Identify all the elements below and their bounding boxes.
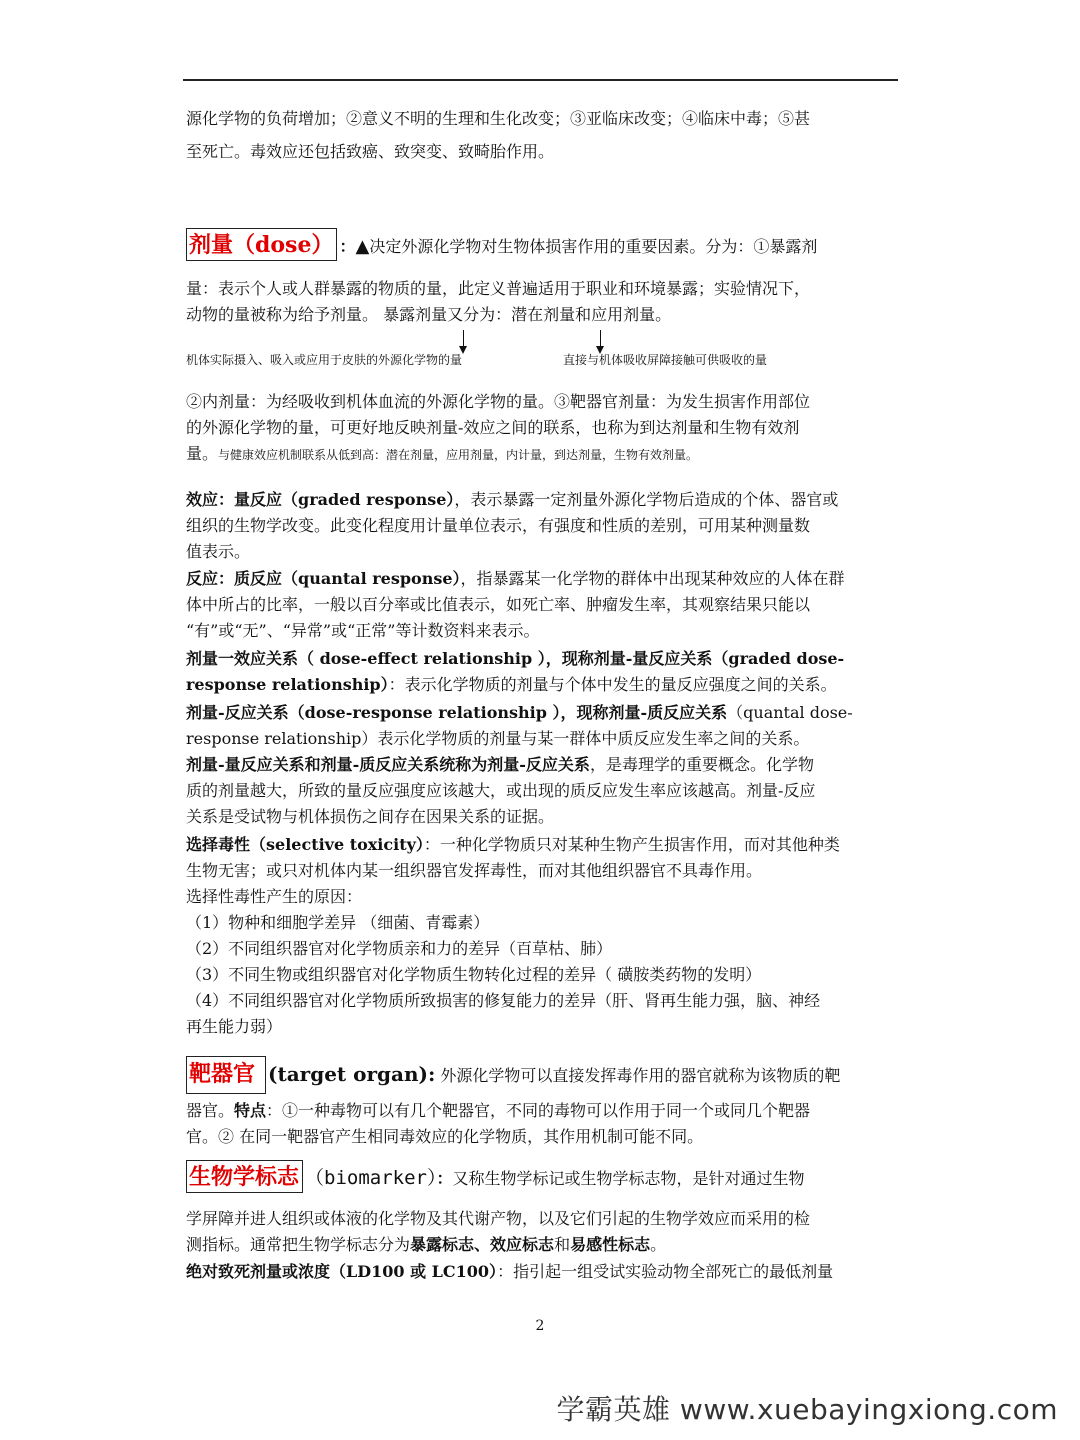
selective-line-3: 选择性毒性产生的原因： <box>186 887 363 906</box>
note-applied-dose: 直接与机体吸收屏障接触可供吸收的量 <box>563 353 768 367</box>
intro-paragraph <box>186 106 898 165</box>
dose-line-4: ②内剂量：为经吸收到机体血流的外源化学物的量。③靶器官剂量：为发生损害作用部位 <box>186 392 811 411</box>
response-line-2: 体中所占的比率，一般以百分率或比值表示，如死亡率、肿瘤发生率，其观察结果只能以 <box>186 595 811 614</box>
selective-term: 选择毒性（selective toxicity） <box>186 835 424 854</box>
effect-section <box>186 487 898 565</box>
dose-effect-term-2: response relationship） <box>186 675 389 694</box>
response-term: 反应：质反应（quantal response） <box>186 569 461 588</box>
dose-response-rest-1: （quantal dose- <box>727 703 853 722</box>
lethal-rest: ：指引起一组受试实验动物全部死亡的最低剂量 <box>497 1262 834 1281</box>
biomarker-line-3-d: 效应标志 <box>490 1235 555 1254</box>
effect-line-3: 值表示。 <box>186 542 251 561</box>
triangle-icon: ▲ <box>355 236 370 257</box>
dose-body <box>186 276 898 328</box>
lethal-section <box>186 1259 898 1285</box>
dose-section <box>186 228 898 263</box>
effect-rest-1: ，表示暴露一定剂量外源化学物后造成的个体、器官或 <box>454 490 839 509</box>
response-section <box>186 566 898 644</box>
response-line-3: “有”或“无”、“异常”或“正常”等计数资料来表示。 <box>186 621 540 640</box>
dose-term: 剂量（dose） <box>186 228 337 261</box>
target-line-2-b: 特点 <box>234 1101 267 1120</box>
target-rest-1: 外源化学物可以直接发挥毒作用的器官就称为该物质的靶 <box>435 1066 841 1085</box>
note-potential-dose: 机体实际摄入、吸入或应用于皮肤的外源化学物的量 <box>186 353 463 367</box>
dose-effect-rest: ：表示化学物质的剂量与个体中发生的量反应强度之间的关系。 <box>388 675 837 694</box>
dose-line-2: 量：表示个人或人群暴露的物质的量，此定义普遍适用于职业和环境暴露；实验情况下， <box>186 279 811 298</box>
biomarker-rest-1: 又称生物学标记或生物学标志物，是针对通过生物 <box>452 1169 805 1188</box>
target-term: 靶器官 <box>186 1056 266 1094</box>
header-rule <box>183 79 898 81</box>
dose-response-term: 剂量-反应关系（dose-response relationship ），现称剂量-质反应关系 <box>186 703 728 722</box>
dose-response-section <box>186 700 898 752</box>
list-item: 再生能力弱） <box>186 1017 283 1036</box>
biomarker-term: 生物学标志 <box>186 1160 303 1193</box>
response-rest-1: ，指暴露某一化学物的群体中出现某种效应的人体在群 <box>460 569 845 588</box>
effect-line-2: 组织的生物学改变。此变化程度用计量单位表示，有强度和性质的差别，可用某种测量数 <box>186 516 811 535</box>
target-line-2-c: ：①一种毒物可以有几个靶器官，不同的毒物可以作用于同一个或同几个靶器 <box>266 1101 811 1120</box>
target-body <box>186 1098 898 1150</box>
biomarker-en: （biomarker） <box>305 1167 437 1189</box>
selective-section <box>186 832 898 1040</box>
biomarker-body <box>186 1206 898 1258</box>
dose-effect-section <box>186 646 898 698</box>
target-line-2-a: 器官。 <box>186 1101 235 1120</box>
target-line-3: 官。② 在同一靶器官产生相同毒效应的化学物质，其作用机制可能不同。 <box>186 1127 704 1146</box>
dose-colon: ： <box>339 237 356 256</box>
intro-line-2: 至死亡。毒效应还包括致癌、致突变、致畸胎作用。 <box>186 142 555 161</box>
dose-line-5: 的外源化学物的量，可更好地反映剂量-效应之间的联系，也称为到达剂量和生物有效剂 <box>186 418 800 437</box>
arrow-down-icon <box>463 330 464 348</box>
biomarker-line-3-c: 、 <box>474 1235 491 1254</box>
unified-rest-1: ，是毒理学的重要概念。化学物 <box>589 755 814 774</box>
dose-line-3: 动物的量被称为给予剂量。 暴露剂量又分为：潜在剂量和应用剂量。 <box>186 305 672 324</box>
dose-line-6-a: 量。 <box>186 444 219 463</box>
dose-line-6-b: 与健康效应机制联系从低到高：潜在剂量，应用剂量，内计量，到达剂量，生物有效剂量。 <box>218 448 699 462</box>
biomarker-section <box>186 1160 898 1196</box>
unified-term: 剂量-量反应关系和剂量-质反应关系统称为剂量-反应关系 <box>186 755 590 774</box>
target-en: (target organ): <box>268 1062 436 1086</box>
dose-response-line-2: response relationship）表示化学物质的剂量与某一群体中质反应发生率之间的关系。 <box>186 729 810 748</box>
unified-section <box>186 752 898 830</box>
biomarker-line-3-a: 测指标。通常把生物学标志分为 <box>186 1235 411 1254</box>
dose-text-1: 决定外源化学物对生物体损害作用的重要因素。分为：①暴露剂 <box>369 237 818 256</box>
list-item: （3）不同生物或组织器官对化学物质生物转化过程的差异（ 磺胺类药物的发明） <box>186 965 762 984</box>
effect-term: 效应：量反应（graded response） <box>186 490 455 509</box>
intro-line-1: 源化学物的负荷增加；②意义不明的生理和生化改变；③亚临床改变；④临床中毒；⑤甚 <box>186 109 811 128</box>
arrow-down-icon <box>600 330 601 348</box>
lethal-term: 绝对致死剂量或浓度（LD100 或 LC100） <box>186 1262 498 1281</box>
biomarker-line-3-b: 暴露标志 <box>410 1235 475 1254</box>
biomarker-line-3-g: 。 <box>650 1235 667 1254</box>
biomarker-line-3-e: 和 <box>554 1235 571 1254</box>
list-item: （4）不同组织器官对化学物质所致损害的修复能力的差异（肝、肾再生能力强，脑、神经 <box>186 991 821 1010</box>
biomarker-line-2: 学屏障并进人组织或体液的化学物及其代谢产物，以及它们引起的生物学效应而采用的检 <box>186 1209 811 1228</box>
dose-effect-term-1: 剂量一效应关系（ dose-effect relationship ），现称剂量-量反应关系（graded dose- <box>186 649 845 668</box>
biomarker-colon: ： <box>436 1169 453 1188</box>
dose-body-2 <box>186 389 898 467</box>
unified-line-2: 质的剂量越大，所致的量反应强度应该越大，或出现的质反应发生率应该越高。剂量-反应 <box>186 781 816 800</box>
list-item: （1）物种和细胞学差异 （细菌、青霉素） <box>186 913 490 932</box>
list-item: （2）不同组织器官对化学物质亲和力的差异（百草枯、肺） <box>186 939 613 958</box>
watermark: 学霸英雄 www.xuebayingxiong.com <box>556 1393 1058 1426</box>
page-number: 2 <box>535 1318 545 1334</box>
selective-line-2: 生物无害；或只对机体内某一组织器官发挥毒性，而对其他组织器官不具毒作用。 <box>186 861 763 880</box>
biomarker-line-3-f: 易感性标志 <box>570 1235 651 1254</box>
unified-line-3: 关系是受试物与机体损伤之间存在因果关系的证据。 <box>186 807 555 826</box>
selective-rest-1: ：一种化学物质只对某种生物产生损害作用，而对其他种类 <box>423 835 840 854</box>
target-section <box>186 1056 898 1094</box>
